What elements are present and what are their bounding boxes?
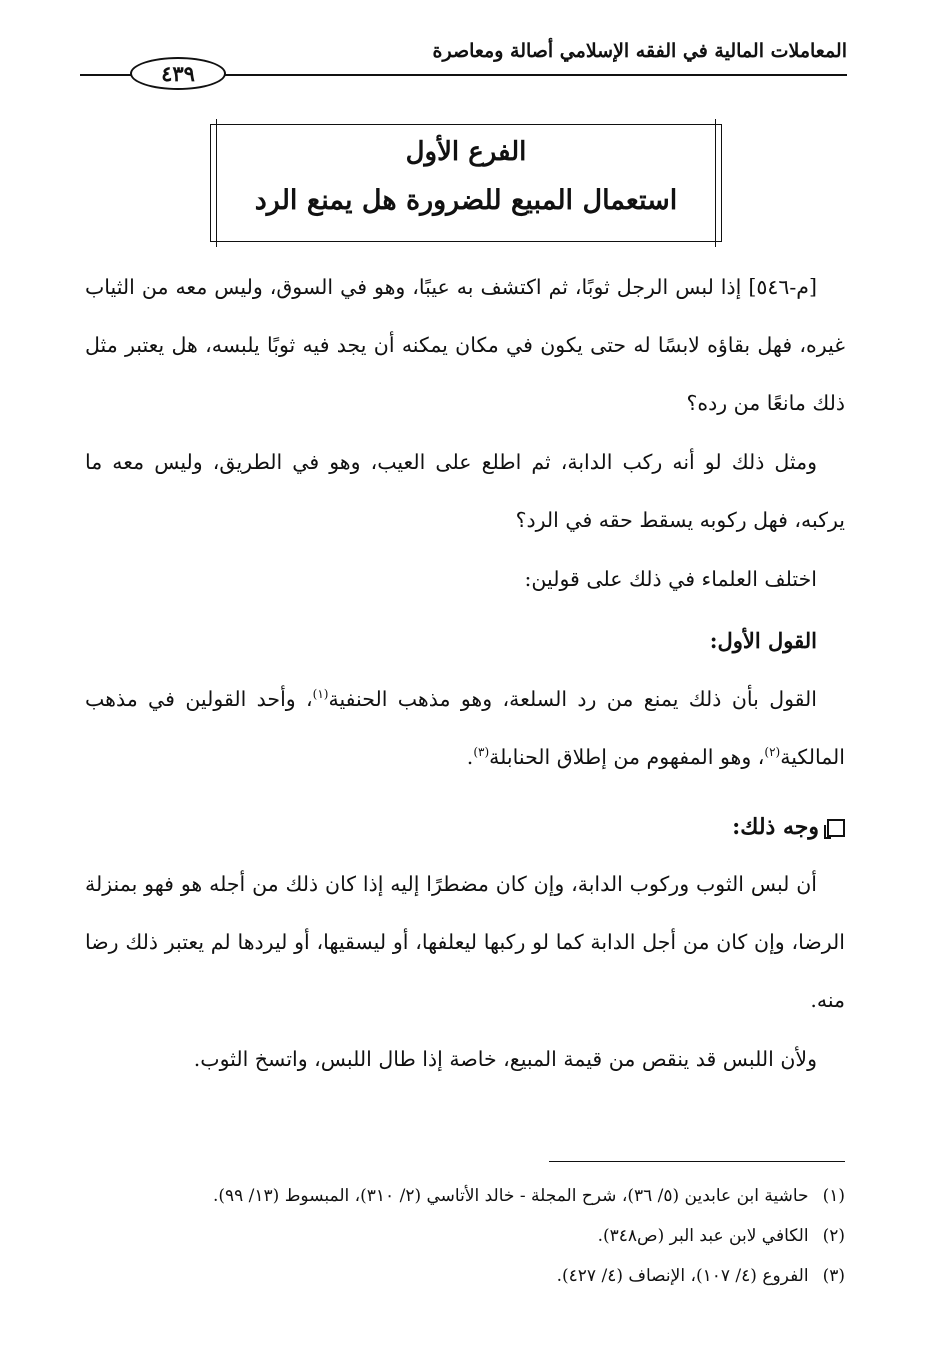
heading-first-opinion: القول الأول:: [709, 628, 817, 653]
opinion-text-c: ، وهو المفهوم من إطلاق الحنابلة: [489, 745, 765, 769]
opinion-text-b: ، وأحد القولين في مذهب المالكية: [85, 687, 845, 769]
footnote-item: [85, 1256, 845, 1296]
paragraph-issue-riding: ومثل ذلك لو أنه ركب الدابة، ثم اطلع على العيب، وهو في الطريق، وليس معه ما يركبه، فهل ركوبه يسقط حقه في الرد؟: [85, 450, 845, 532]
paragraph-first-opinion: [85, 670, 845, 786]
section-title: الفرع الأول: [405, 137, 527, 167]
footnote-number: (٣): [822, 1266, 845, 1286]
heading-reasoning: [85, 798, 845, 856]
footnote-ref-1: (١): [312, 687, 329, 702]
footnote-number: (٢): [822, 1226, 845, 1246]
footnote-item: [85, 1216, 845, 1256]
footnote-separator: [549, 1161, 845, 1162]
footnote-text: حاشية ابن عابدين (٥/ ٣٦)، شرح المجلة - خالد الأتاسي (٢/ ٣١٠)، المبسوط (١٣/ ٩٩).: [212, 1186, 809, 1206]
footnote-ref-3: (٣): [473, 745, 490, 760]
running-title: المعاملات المالية في الفقه الإسلامي أصالة ومعاصرة: [432, 40, 847, 62]
paragraph-additional-reason: ولأن اللبس قد ينقص من قيمة المبيع، خاصة إذا طال اللبس، واتسخ الثوب.: [193, 1047, 817, 1071]
footnote-ref-2: (٢): [764, 745, 781, 760]
footnote-item: [85, 1176, 845, 1216]
paragraph-issue-clothing: [م-٥٤٦] إذا لبس الرجل ثوبًا، ثم اكتشف به عيبًا، وهو في السوق، وليس معه من الثياب غيره، فهل بقاؤه لابسًا له حتى يكون في مكان يمكنه أن يجد فيه ثوبًا يلبسه، هل يعتبر مثل ذلك مانعًا من رده؟: [85, 275, 845, 415]
checkbox-bullet-icon: [827, 819, 845, 837]
page-number: ٤٣٩: [130, 57, 226, 90]
paragraph-disagreement: اختلف العلماء في ذلك على قولين:: [524, 567, 817, 591]
paragraph-reasoning: أن لبس الثوب وركوب الدابة، وإن كان مضطرًا إليه إذا كان ذلك من أجله هو فهو بمنزلة الرضا، وإن كان من أجل الدابة كما لو ركبها ليعلفها، أو ليسقيها، أو ليردها لم يعتبر ذلك رضا منه.: [85, 872, 845, 1012]
footnote-text: الفروع (٤/ ١٠٧)، الإنصاف (٤/ ٤٢٧).: [556, 1266, 809, 1286]
footnotes: [85, 1176, 845, 1296]
opinion-text-a: القول بأن ذلك يمنع من رد السلعة، وهو مذهب الحنفية: [328, 687, 817, 711]
section-title-box: [210, 124, 722, 242]
footnote-text: الكافي لابن عبد البر (ص٣٤٨).: [597, 1226, 809, 1246]
section-subtitle: استعمال المبيع للضرورة هل يمنع الرد: [254, 185, 678, 216]
heading-reasoning-label: وجه ذلك:: [732, 814, 819, 840]
footnote-number: (١): [822, 1186, 845, 1206]
opinion-text-d: .: [466, 745, 474, 769]
